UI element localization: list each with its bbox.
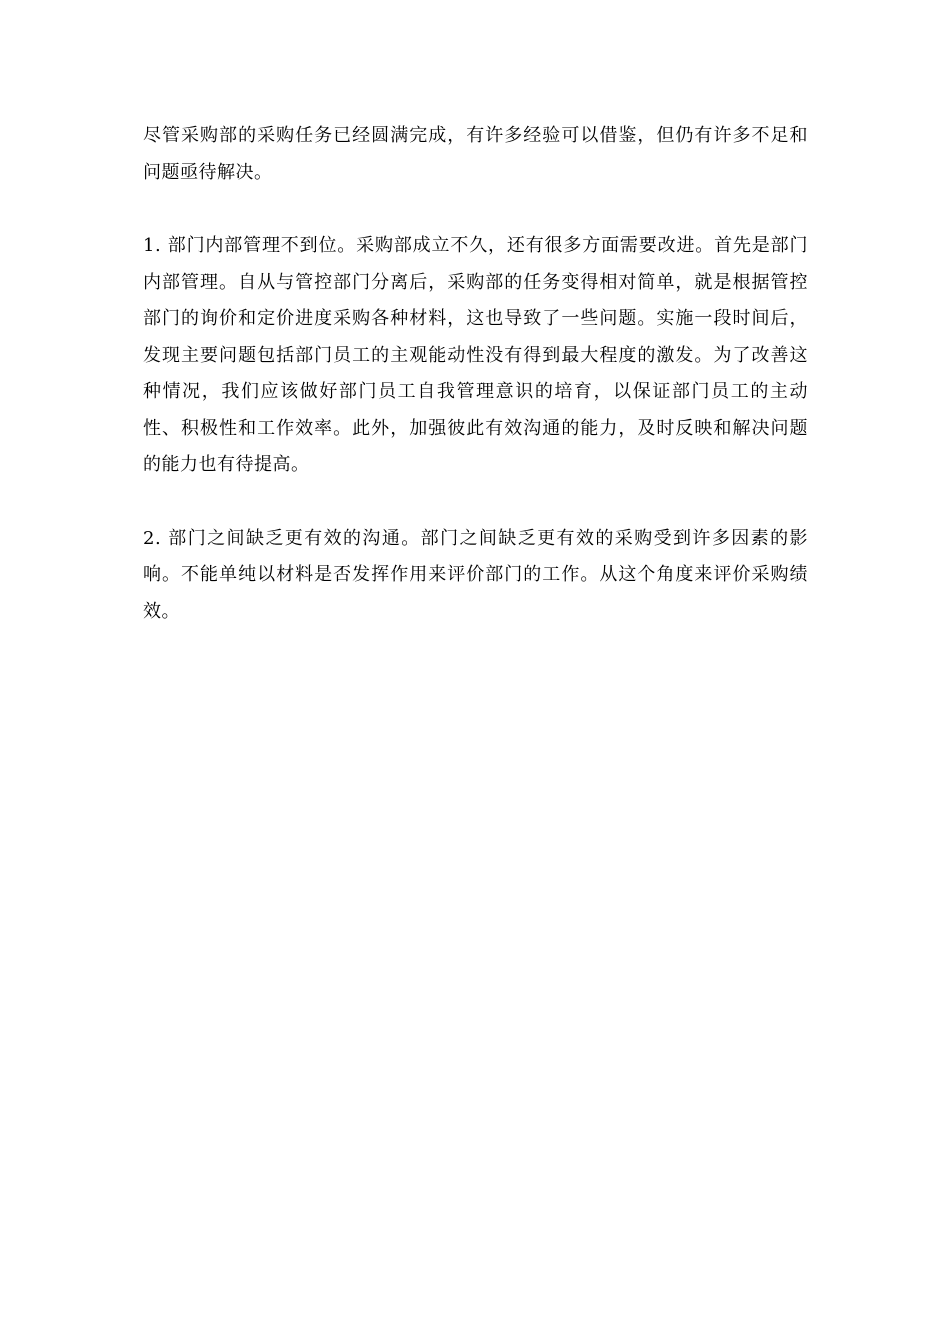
- intro-paragraph: 尽管采购部的采购任务已经圆满完成，有许多经验可以借鉴，但仍有许多不足和问题亟待解决。: [143, 125, 808, 183]
- document-body: [143, 118, 808, 667]
- issue-2-paragraph: 2. 部门之间缺乏更有效的沟通。部门之间缺乏更有效的采购受到许多因素的影响。不能单纯以材料是否发挥作用来评价部门的工作。从这个角度来评价采购绩效。: [143, 527, 808, 622]
- issue-1-paragraph: 1. 部门内部管理不到位。采购部成立不久，还有很多方面需要改进。首先是部门内部管理。自从与管控部门分离后，采购部的任务变得相对简单，就是根据管控部门的询价和定价进度采购各种材料，这也导致了一些问题。实施一段时间后，发现主要问题包括部门员工的主观能动性没有得到最大程度的激发。为了改善这种情况，我们应该做好部门员工自我管理意识的培育，以保证部门员工的主动性、积极性和工作效率。此外，加强彼此有效沟通的能力，及时反映和解决问题的能力也有待提高。: [143, 235, 808, 475]
